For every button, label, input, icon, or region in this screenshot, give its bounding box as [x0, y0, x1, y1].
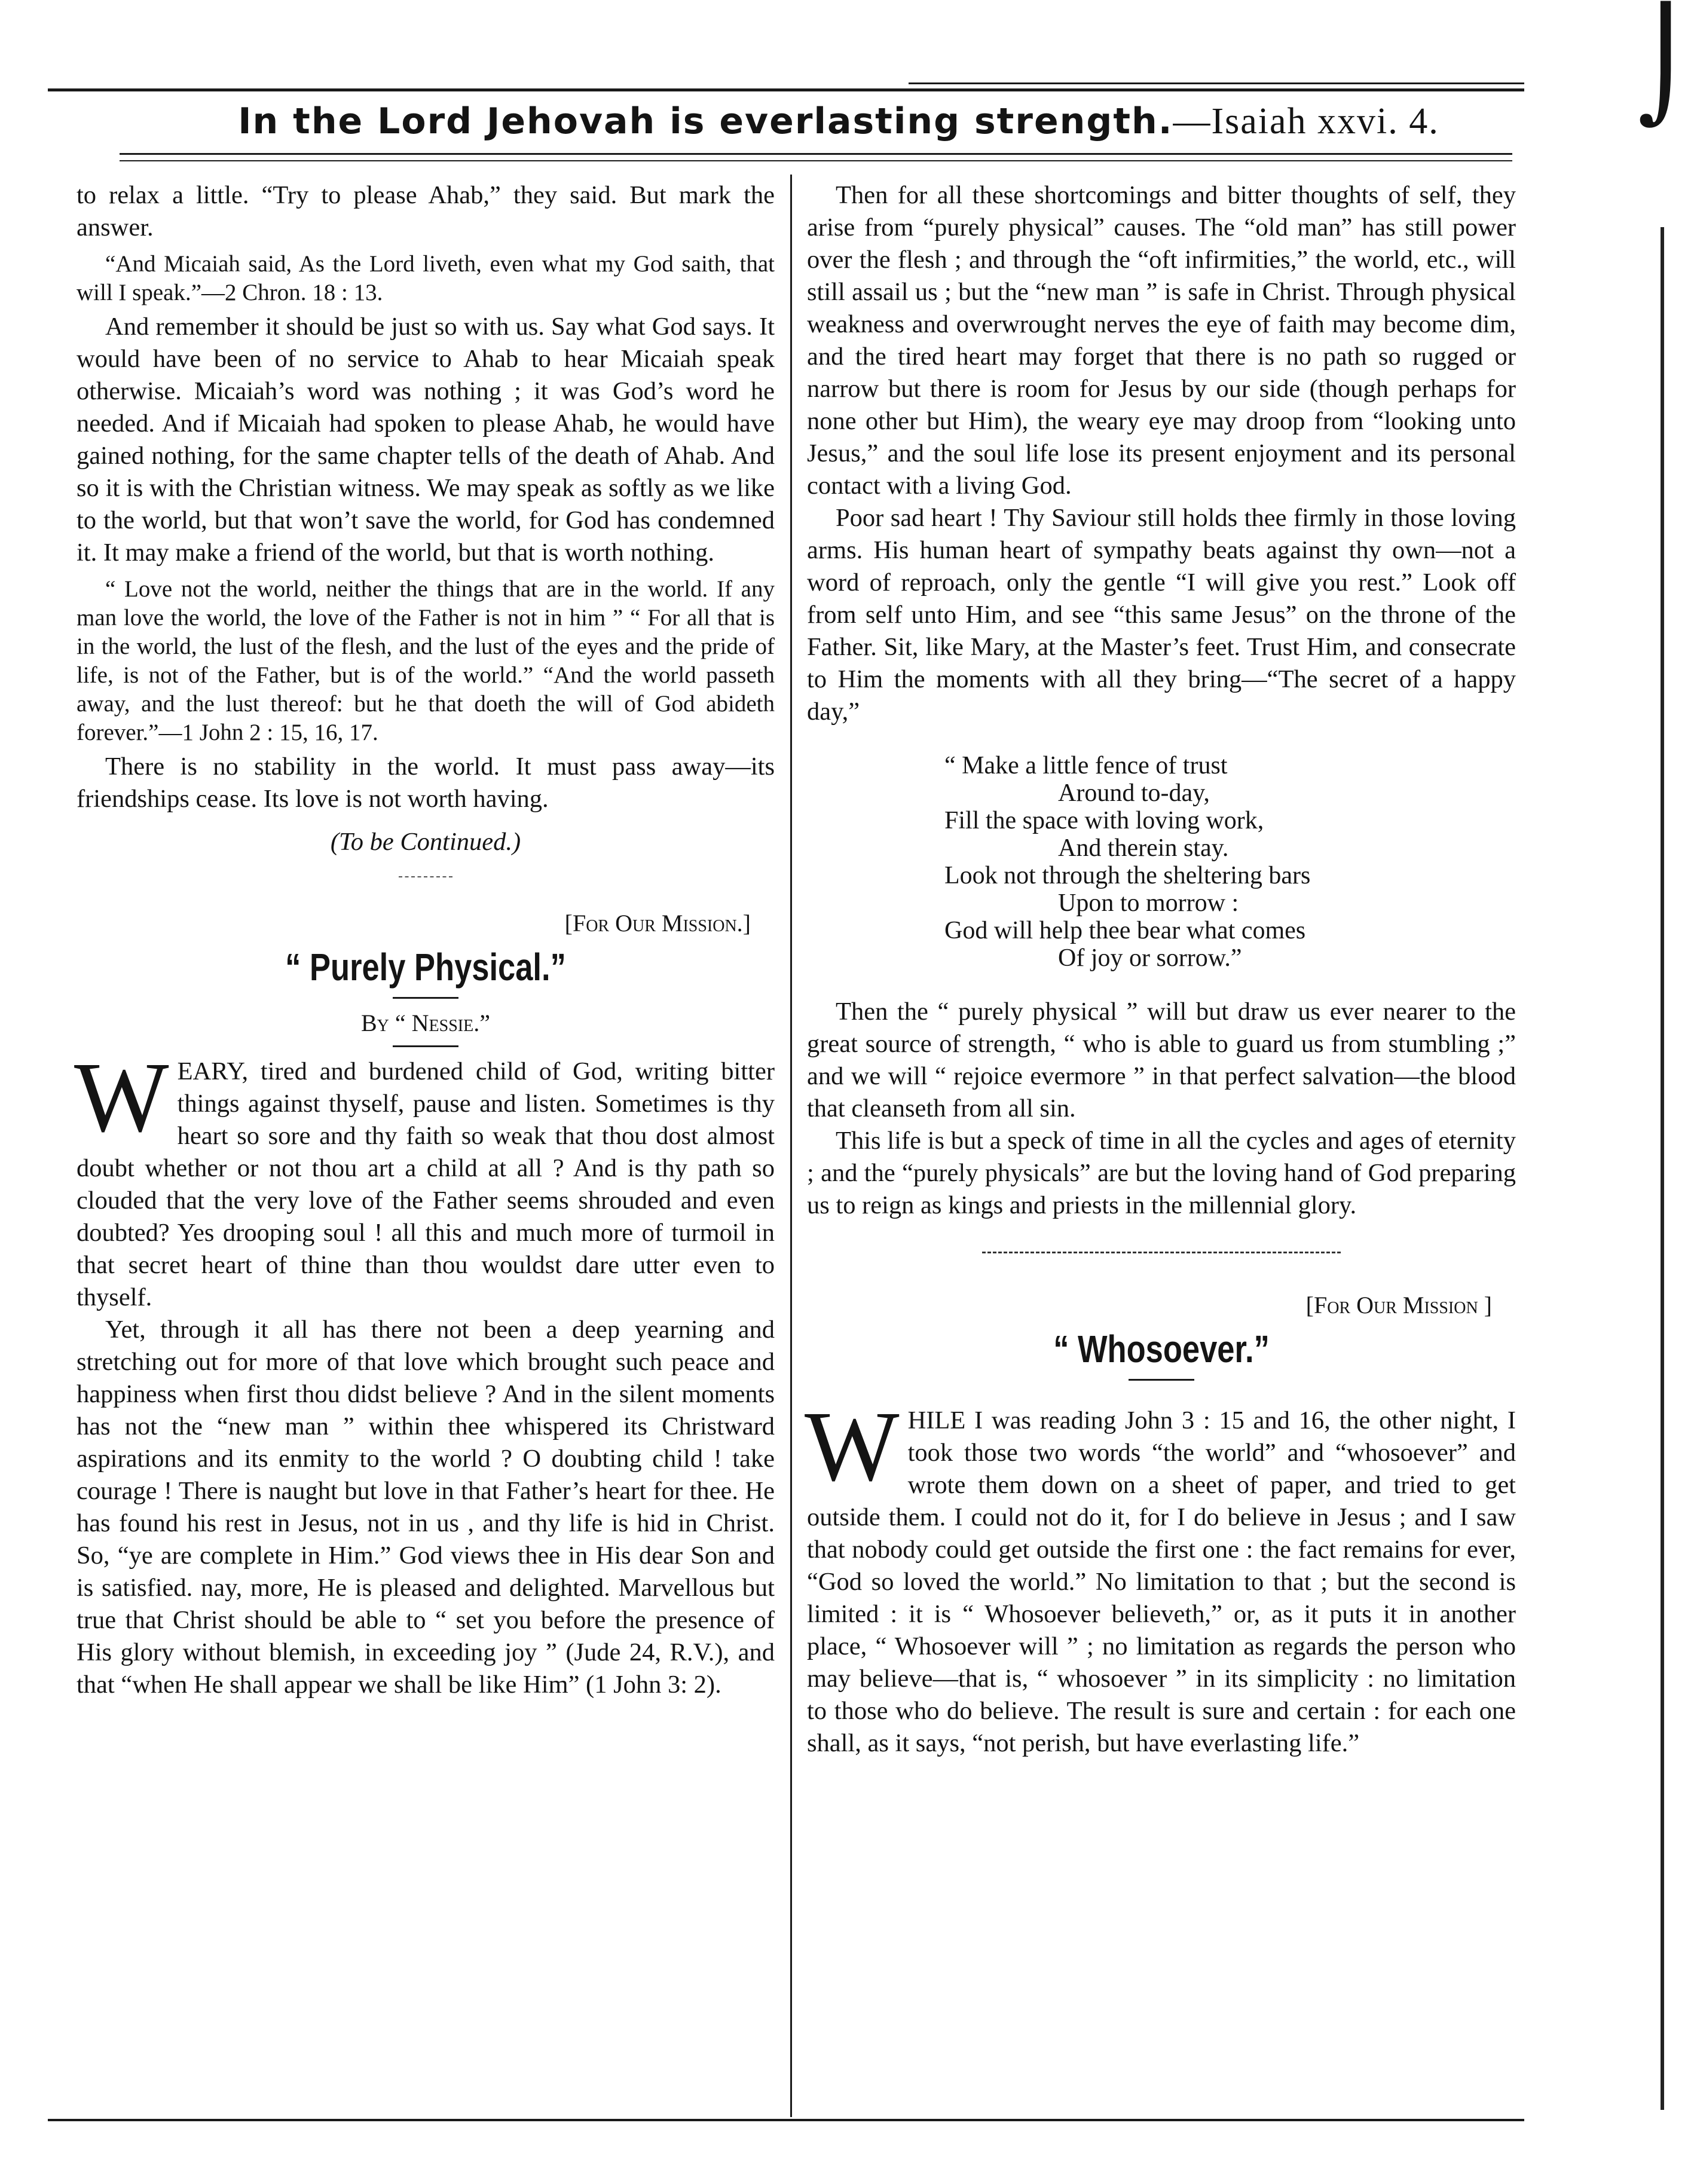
right-paragraph-5-text: HILE I was reading John 3 : 15 and 16, the other night, I took those two words “the world” and “whosoever” and wrote them down on a sheet of paper, and tried to get outside them. I could not do it, for I do believe in Jesus ; and I saw that nobody could get outside the first one : the fact remains for ever, “God so loved the world.” No limitation to that ; but the second is limited : it is “ Whosoever believeth,” or, as it puts it in another place, “ Whosoever will ” ; no limitation as regards the person who may believe—that is, “ whosoever ” in its simplicity : no limitation to those who do believe. The result is sure and certain : for each one shall, as it says, “not perish, but have everlasting life.”	[807, 1406, 1516, 1757]
article-title-whosoever: “ Whosoever.”	[1053, 1327, 1270, 1371]
header-title: In the Lord Jehovah is everlasting strength.	[238, 100, 1173, 142]
header-rule-bottom	[120, 160, 1512, 161]
bottom-rule	[48, 2119, 1524, 2121]
header-rule-top	[120, 153, 1512, 155]
poem-line: Of joy or sorrow.”	[1058, 944, 1242, 972]
column-divider	[790, 175, 792, 2117]
section-separator	[982, 1252, 1341, 1253]
mission-tag-2: [For Our Mission ]	[1305, 1292, 1492, 1319]
right-column	[807, 179, 1516, 1760]
left-column	[74, 179, 775, 1701]
header-reference: —Isaiah xxvi. 4.	[1173, 101, 1439, 142]
poem-line: God will help thee bear what comes	[944, 917, 1306, 944]
article-title-purely-physical: “ Purely Physical.”	[285, 946, 566, 989]
poem-line: Upon to morrow :	[1058, 889, 1239, 917]
poem-line: And therein stay.	[1058, 834, 1229, 862]
drop-cap-w: W	[74, 1042, 169, 1153]
title-rule	[393, 997, 458, 999]
left-paragraph-1: to relax a little. “Try to please Ahab,” they said. But mark the answer.	[77, 181, 775, 241]
running-header	[0, 100, 1677, 143]
left-paragraph-4	[74, 1042, 775, 1314]
page-edge-bar	[1661, 227, 1664, 2110]
byline: By “ Nessie.”	[361, 1010, 490, 1036]
poem-line: Fill the space with loving work,	[944, 807, 1264, 834]
drop-cap-w: W	[805, 1391, 900, 1502]
corner-hook-mark: ⌡	[1638, 3, 1694, 128]
title-rule	[1129, 1379, 1194, 1381]
poem-line: Look not through the sheltering bars	[944, 862, 1311, 889]
top-rule-short	[909, 82, 1524, 84]
mission-tag-1: [For Our Mission.]	[564, 910, 751, 937]
left-paragraph-3: There is no stability in the world. It must pass away—its friendships cease. Its love is not worth having.	[77, 753, 775, 813]
to-be-continued: (To be Continued.)	[330, 828, 521, 856]
left-quote-john: “ Love not the world, neither the things that are in the world. If any man love the world, the love of the Father is not in him ” “ For all that is in the world, the lust of the flesh, and the lust of the eyes and the pride of life, is not of the Father, but is of the world.” “And the world passeth away, and the lust thereof: but he that doeth the will of God abideth forever.”—1 John 2 : 15, 16, 17.	[77, 576, 775, 745]
left-paragraph-2: And remember it should be just so with us. Say what God says. It would have been of no service to Ahab to hear Micaiah speak otherwise. Micaiah’s word was nothing ; it was God’s word he needed. And if Micaiah had spoken to please Ahab, he would have gained nothing, for the same chapter tells of the death of Ahab. And so it is with the Christian witness. We may speak as softly as we like to the world, but that won’t save the world, for God has condemned it. It may make a friend of the world, but that is worth nothing.	[77, 313, 775, 567]
top-rule	[48, 88, 1524, 91]
right-paragraph-2: Poor sad heart ! Thy Saviour still holds thee firmly in those loving arms. His human heart of sympathy beats against thy own—not a word of reproach, only the gentle “I will give you rest.” Look off from self unto Him, and see “this same Jesus” on the throne of the Father. Sit, like Mary, at the Master’s feet. Trust Him, and consecrate to Him the moments with all they bring—“The secret of a happy day,”	[807, 504, 1516, 726]
byline-rule	[393, 1045, 458, 1047]
section-separator	[399, 876, 452, 877]
left-paragraph-5: Yet, through it all has there not been a deep yearning and stretching out for more of that love which brought such peace and happiness when first thou didst believe ? And in the silent moments has not the “new man ” within thee whispered its Christward aspirations and its enmity to the world ? O doubting child ! take courage ! There is naught but love in that Father’s heart for thee. He has found his rest in Jesus, not in us , and thy life is hid in Christ. So, “ye are complete in Him.” God views thee in His dear Son and is satisfied. nay, more, He is pleased and delighted. Marvellous but true that Christ should be able to “ set you before the presence of His glory without blemish, in exceeding joy ” (Jude 24, R.V.), and that “when He shall appear we shall be like Him” (1 John 3: 2).	[77, 1316, 775, 1699]
right-paragraph-4: This life is but a speck of time in all the cycles and ages of eternity ; and the “purely physicals” are but the loving hand of God preparing us to reign as kings and priests in the millennial glory.	[807, 1127, 1516, 1219]
right-paragraph-3: Then the “ purely physical ” will but draw us ever nearer to the great source of strength, “ who is able to guard us from stumbling ;” and we will “ rejoice evermore ” in that perfect salvation—the blood that cleanseth from all sin.	[807, 998, 1516, 1122]
poem-line: Around to-day,	[1058, 779, 1210, 807]
poem-line: “ Make a little fence of trust	[944, 752, 1228, 779]
poem	[944, 752, 1516, 972]
left-quote-chronicles: “And Micaiah said, As the Lord liveth, even what my God saith, that will I speak.”—2 Chron. 18 : 13.	[77, 251, 775, 305]
right-paragraph-5	[805, 1391, 1516, 1760]
left-paragraph-4-text: EARY, tired and burdened child of God, writing bitter things against thyself, pause and listen. Sometimes is thy heart so sore and thy faith so weak that thou dost almost doubt whether or not thou art a child at all ? And is thy path so clouded that the very love of the Father seems shrouded and even doubted? Yes drooping soul ! all this and much more of turmoil in that secret heart of thine than thou wouldst dare utter even to thyself.	[77, 1057, 775, 1311]
right-paragraph-1: Then for all these shortcomings and bitter thoughts of self, they arise from “purely physical” causes. The “old man” has still power over the flesh ; and through the “oft infirmities,” the world, etc., will still assail us ; but the “new man ” is safe in Christ. Through physical weakness and overwrought nerves the eye of faith may become dim, and the tired heart may forget that there is no path so rugged or narrow but there is room for Jesus by our side (though perhaps for none other but Him), the weary eye may droop from “looking unto Jesus,” and the soul life lose its present enjoyment and its personal contact with a living God.	[807, 181, 1516, 500]
